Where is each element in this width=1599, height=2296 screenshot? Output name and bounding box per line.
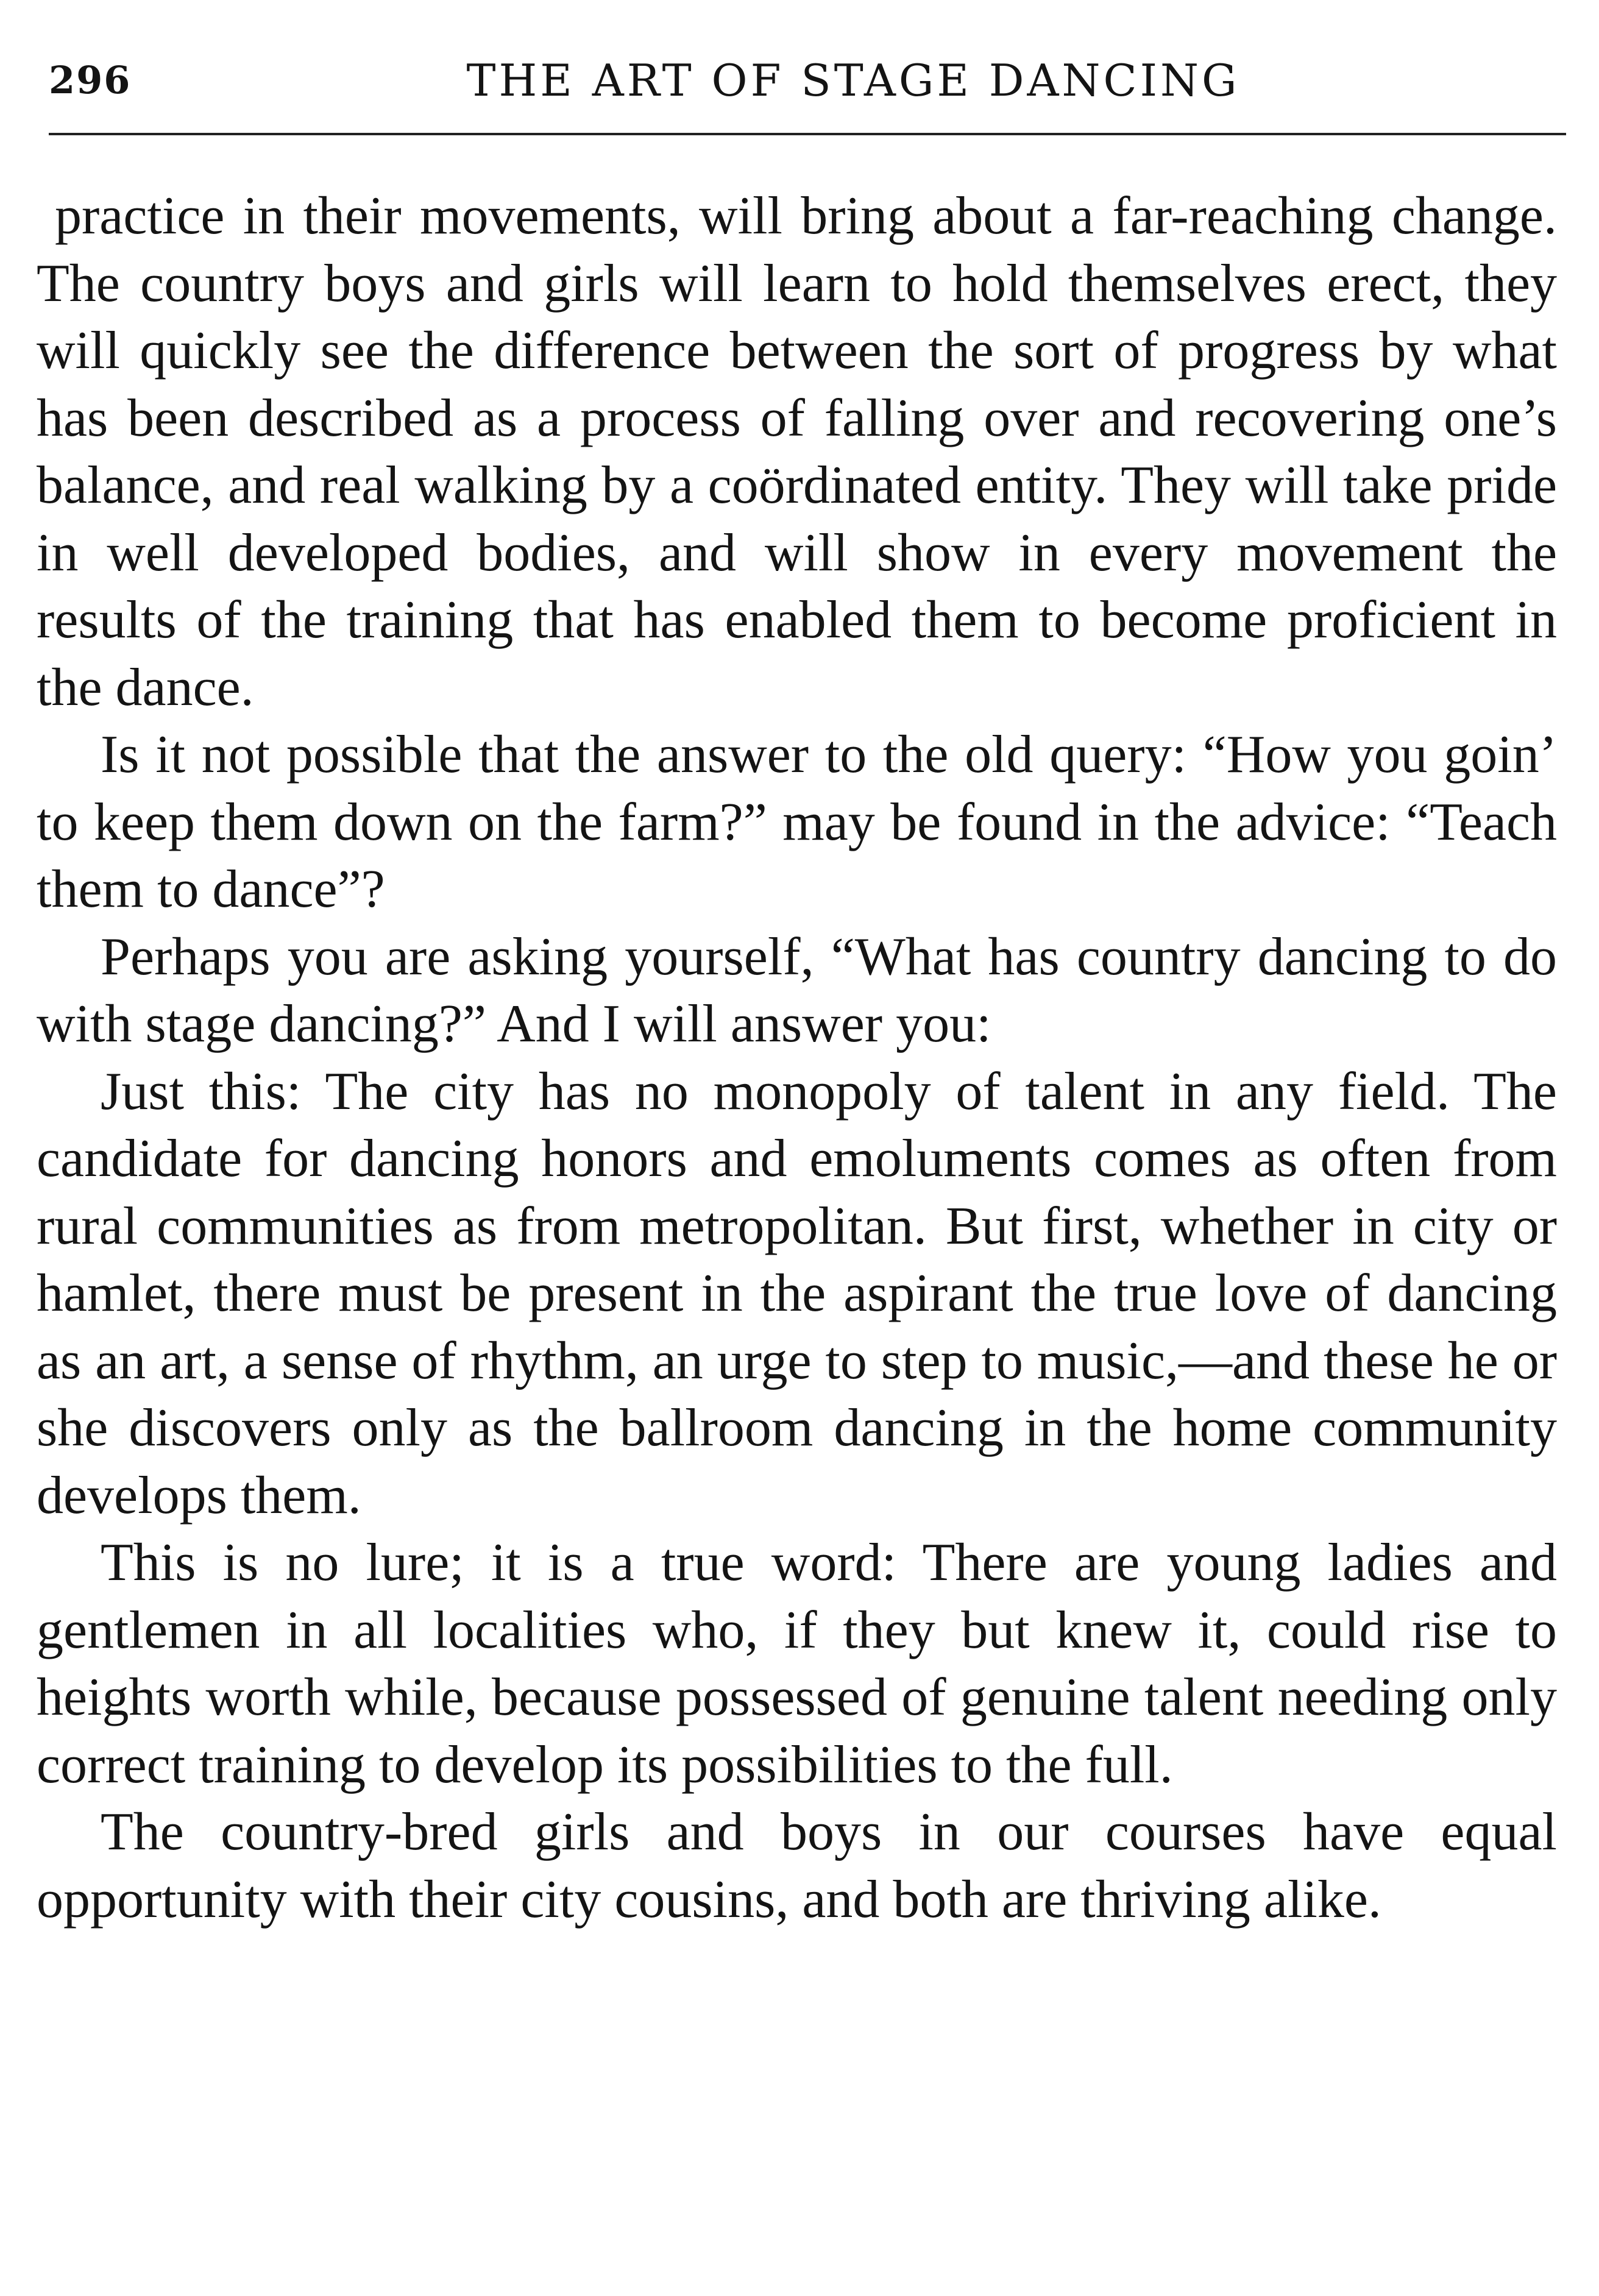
body-text [37,183,1557,1933]
paragraph-continued: practice in their movements, will bring about a far-reaching change. The country boys and girls will learn to hold themselves erect, they will quickly see the difference between the sort of progress by what has been described as a process of falling over and recovering one’s balance, and real walking by a coördinated entity. They will take pride in well developed bodies, and will show in every movement the results of the training that has enabled them to become proficient in the dance. [37,186,1557,717]
paragraph-farm-query: Is it not possible that the answer to the old query: “How you goin’ to keep them down on the farm?” may be found in the advice: “Teach them to dance”? [37,725,1557,919]
running-title: THE ART OF STAGE DANCING [466,55,1240,106]
header-rule [49,133,1566,135]
page-number: 296 [49,58,132,102]
paragraph-true-word: This is no lure; it is a true word: There are young ladies and gentlemen in all localities who, if they but knew it, could rise to heights worth while, because possessed of genuine talent needing only correct training to develop its possibilities to the full. [37,1533,1557,1795]
paragraph-question: Perhaps you are asking yourself, “What has country dancing to do with stage dancing?” And I will answer you: [37,927,1557,1054]
paragraph-closing: The country-bred girls and boys in our courses have equal opportunity with their city cousins, and both are thriving alike. [37,1802,1557,1929]
paragraph-answer: Just this: The city has no monopoly of talent in any field. The candidate for dancing honors and emoluments comes as often from rural communities as from metropolitan. But first, whether in city or hamlet, there must be present in the aspirant the true love of dancing as an art, a sense of rhythm, an urge to step to music,—and these he or she discovers only as the ballroom dancing in the home community develops them. [37,1061,1557,1525]
page-header [49,50,1566,117]
